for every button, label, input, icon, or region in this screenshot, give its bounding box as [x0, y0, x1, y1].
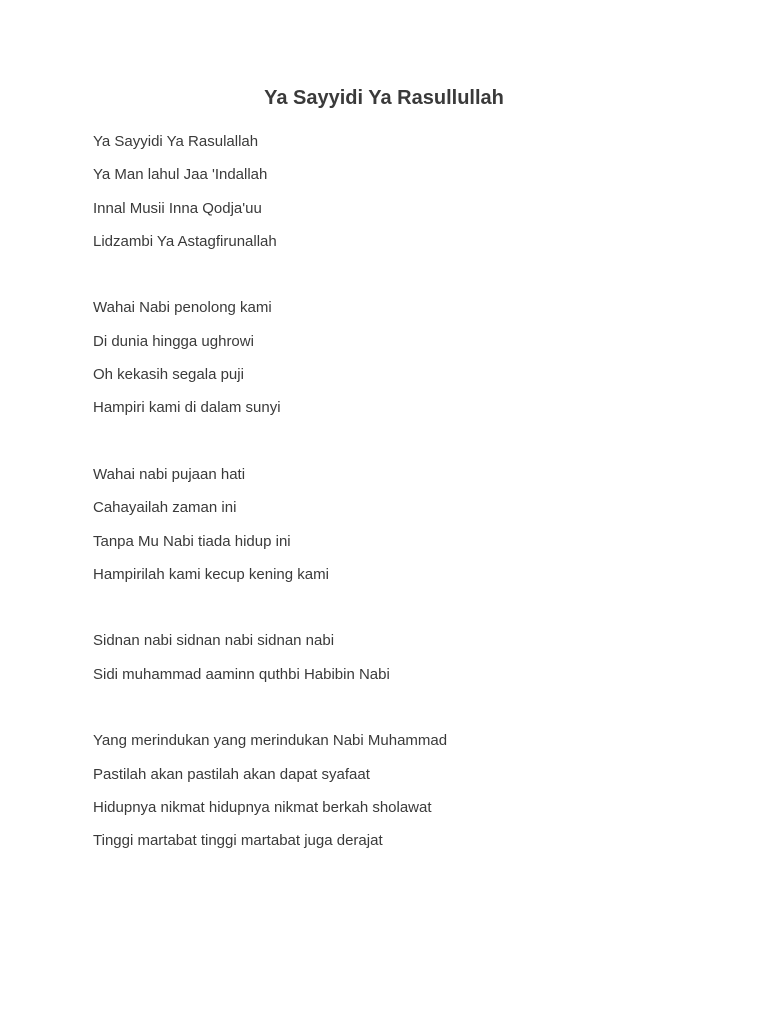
lyric-line: Cahayailah zaman ini — [93, 499, 237, 517]
lyric-line: Hampirilah kami kecup kening kami — [93, 565, 329, 583]
stanza-3 — [93, 458, 693, 591]
document-title: Ya Sayyidi Ya Rasullullah — [264, 87, 504, 109]
lyric-line: Hampiri kami di dalam sunyi — [93, 399, 281, 417]
lyric-line: Tanpa Mu Nabi tiada hidup ini — [93, 532, 291, 550]
lyric-line: Hidupnya nikmat hidupnya nikmat berkah sholawat — [93, 798, 432, 816]
lyric-line: Oh kekasih segala puji — [93, 366, 244, 384]
lyric-line: Ya Man lahul Jaa 'Indallah — [93, 166, 268, 184]
stanza-2 — [93, 291, 693, 424]
lyric-line: Ya Sayyidi Ya Rasulallah — [93, 133, 259, 150]
lyric-line: Tinggi martabat tinggi martabat juga derajat — [93, 832, 383, 850]
stanza-4 — [93, 624, 693, 691]
lyric-line: Wahai Nabi penolong kami — [93, 299, 272, 317]
lyric-line: Di dunia hingga ughrowi — [93, 332, 254, 350]
lyric-line: Sidi muhammad aaminn quthbi Habibin Nabi — [93, 665, 390, 683]
stanza-1 — [93, 125, 693, 258]
lyric-line: Yang merindukan yang merindukan Nabi Muhammad — [93, 732, 448, 750]
lyric-line: Sidnan nabi sidnan nabi sidnan nabi — [93, 632, 335, 650]
stanza-5 — [93, 724, 693, 857]
lyrics-body — [93, 125, 693, 891]
lyric-line: Lidzambi Ya Astagfirunallah — [93, 232, 277, 250]
lyric-line: Wahai nabi pujaan hati — [93, 465, 246, 483]
lyric-line: Pastilah akan pastilah akan dapat syafaat — [93, 765, 370, 783]
lyric-line: Innal Musii Inna Qodja'uu — [93, 199, 262, 217]
